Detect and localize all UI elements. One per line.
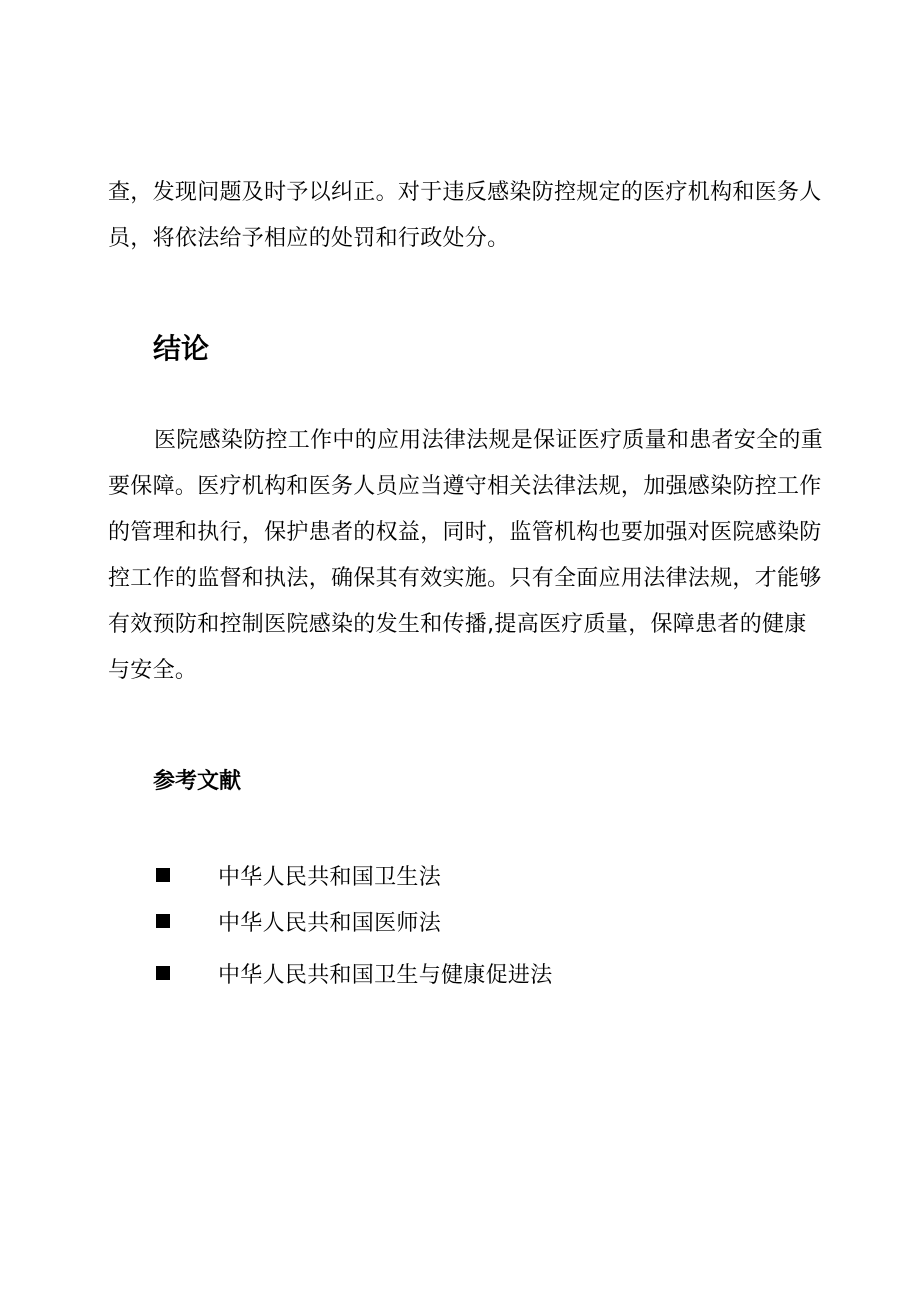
conclusion-heading: 结论 bbox=[153, 332, 210, 365]
reference-text: 中华人民共和国医师法 bbox=[218, 910, 442, 936]
reference-text: 中华人民共和国卫生法 bbox=[218, 864, 442, 890]
conclusion-paragraph: 医院感染防控工作中的应用法律法规是保证医疗质量和患者安全的重要保障。医疗机构和医务人员应当遵守相关法律法规，加强感染防控工作的管理和执行，保护患者的权益，同时，监管机构也要加强对医院感染防控工作的监督和执法，确保其有效实施。只有全面应用法律法规，才能够有效预防和控制医院感染的发生和传播,提高医疗质量，保障患者的健康与安全。 bbox=[108, 428, 824, 683]
continuation-paragraph: 查，发现问题及时予以纠正。对于违反感染防控规定的医疗机构和医务人员，将依法给予相应的处罚和行政处分。 bbox=[108, 180, 822, 251]
reference-item bbox=[153, 898, 793, 944]
reference-item bbox=[153, 950, 793, 996]
references-heading: 参考文献 bbox=[153, 769, 242, 794]
references-list bbox=[153, 852, 793, 996]
reference-text: 中华人民共和国卫生与健康促进法 bbox=[218, 962, 553, 988]
square-bullet-icon bbox=[156, 914, 170, 928]
square-bullet-icon bbox=[156, 868, 170, 882]
reference-item bbox=[153, 852, 793, 898]
square-bullet-icon bbox=[156, 966, 170, 980]
